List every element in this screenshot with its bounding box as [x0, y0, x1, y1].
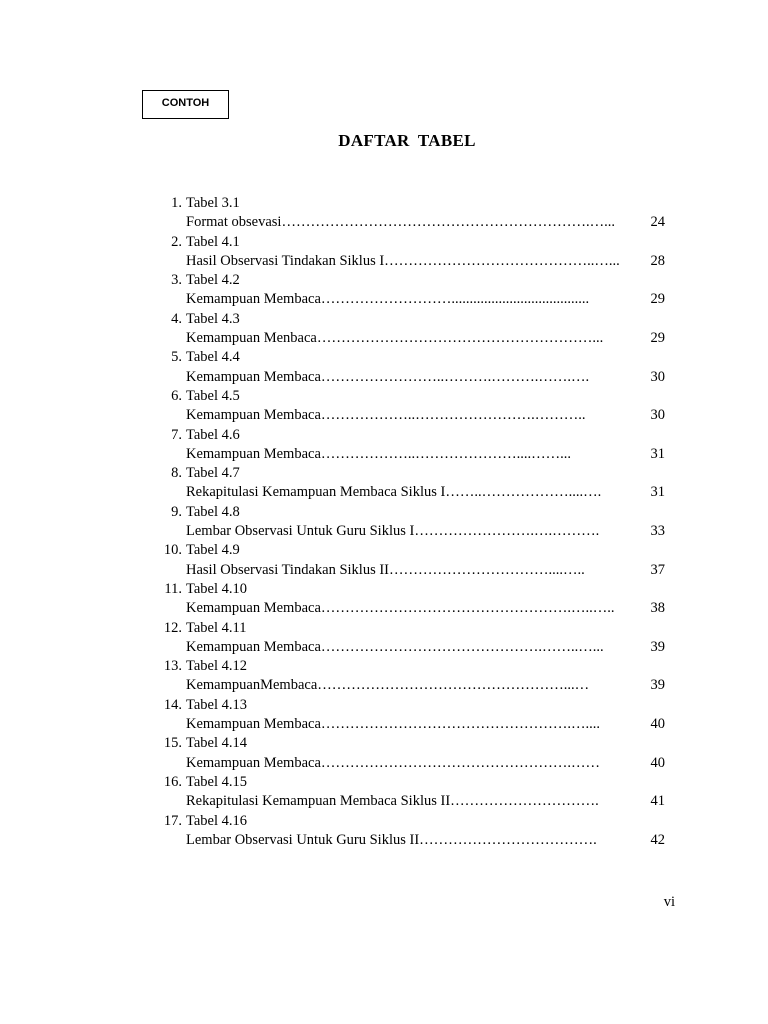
- entry-page-number: 28: [650, 252, 665, 269]
- entry-label: Tabel 4.2: [186, 272, 240, 289]
- entry-description: Rekapitulasi Kemampuan Membaca Siklus I……..………………....….: [186, 484, 602, 501]
- list-item: [160, 348, 680, 387]
- entry-page-number: 31: [650, 445, 665, 462]
- contoh-stamp: CONTOH: [142, 90, 229, 119]
- entry-label: Tabel 4.5: [186, 387, 240, 404]
- entry-page-number: 40: [650, 754, 665, 771]
- entry-number: 17.: [163, 812, 182, 829]
- entry-page-number: 31: [650, 484, 665, 501]
- entry-description: Lembar Observasi Untuk Guru Siklus II……………………………….: [186, 831, 597, 848]
- list-item: [160, 773, 680, 812]
- entry-description: Kemampuan Menbaca…………………………………………………...: [186, 330, 604, 347]
- entry-page-number: 42: [650, 831, 665, 848]
- list-item: [160, 464, 680, 503]
- entry-number: 13.: [163, 658, 182, 675]
- entry-page-number: 40: [650, 716, 665, 733]
- entry-description: Kemampuan Membaca………………..…………………....……...: [186, 445, 572, 462]
- entry-label: Tabel 4.12: [186, 658, 247, 675]
- entry-number: 10.: [163, 542, 182, 559]
- page-number: vi: [663, 894, 675, 910]
- list-item: [160, 271, 680, 310]
- entry-label: Tabel 4.13: [186, 696, 247, 713]
- entry-page-number: 33: [650, 523, 665, 540]
- entry-description: Hasil Observasi Tindakan Siklus I……………………………………..…...: [186, 252, 620, 269]
- list-item: [160, 426, 680, 465]
- list-item: [160, 233, 680, 272]
- entry-description: Kemampuan Membaca…………………………………………….…....: [186, 716, 601, 733]
- entry-page-number: 30: [650, 407, 665, 424]
- entry-label: Tabel 4.10: [186, 580, 247, 597]
- entry-label: Tabel 3.1: [186, 195, 240, 211]
- list-item: [160, 812, 680, 851]
- entry-page-number: 29: [650, 291, 665, 308]
- entry-description: Kemampuan Membaca…………………………………………….…..…..: [186, 600, 615, 617]
- entry-label: Tabel 4.6: [186, 426, 240, 443]
- list-item: [160, 734, 680, 773]
- entry-page-number: 39: [650, 638, 665, 655]
- entry-page-number: 39: [650, 677, 665, 694]
- list-item: [160, 194, 680, 233]
- entry-number: 1.: [171, 195, 182, 211]
- entry-label: Tabel 4.1: [186, 233, 240, 250]
- entry-label: Tabel 4.8: [186, 503, 240, 520]
- entry-label: Tabel 4.16: [186, 812, 247, 829]
- entry-page-number: 24: [650, 214, 665, 231]
- list-item: [160, 387, 680, 426]
- entry-label: Tabel 4.7: [186, 465, 240, 482]
- entry-number: 15.: [163, 735, 182, 752]
- list-item: [160, 619, 680, 658]
- entry-page-number: 41: [650, 793, 665, 810]
- entry-description: Rekapitulasi Kemampuan Membaca Siklus II………………………….: [186, 793, 599, 810]
- entry-page-number: 38: [650, 600, 665, 617]
- list-item: [160, 696, 680, 735]
- entry-number: 8.: [171, 465, 182, 482]
- entry-label: Tabel 4.11: [186, 619, 247, 636]
- entry-description: Lembar Observasi Untuk Guru Siklus I…………………….….……….: [186, 523, 600, 540]
- entry-label: Tabel 4.15: [186, 773, 247, 790]
- entry-number: 14.: [163, 696, 182, 713]
- list-item: [160, 310, 680, 349]
- entry-description: Kemampuan Membaca……………………..……….……….…….….: [186, 368, 590, 385]
- entry-number: 7.: [171, 426, 182, 443]
- entry-page-number: 30: [650, 368, 665, 385]
- entry-number: 5.: [171, 349, 182, 366]
- entry-number: 2.: [171, 233, 182, 250]
- entry-description: KemampuanMembaca……………………………………………...…: [186, 677, 590, 694]
- entry-number: 4.: [171, 310, 182, 327]
- entry-description: Kemampuan Membaca………………………......................................: [186, 291, 590, 308]
- list-item: [160, 503, 680, 542]
- list-item: [160, 580, 680, 619]
- entry-number: 3.: [171, 272, 182, 289]
- entry-label: Tabel 4.3: [186, 310, 240, 327]
- entry-description: Kemampuan Membaca……………………………………….……..…...: [186, 638, 604, 655]
- entry-label: Tabel 4.14: [186, 735, 247, 752]
- entry-number: 11.: [164, 580, 182, 597]
- entry-description: Hasil Observasi Tindakan Siklus II……………………………....…..: [186, 561, 585, 578]
- page-title: DAFTAR TABEL: [338, 131, 476, 150]
- entry-label: Tabel 4.9: [186, 542, 240, 559]
- list-item: [160, 541, 680, 580]
- entry-number: 6.: [171, 387, 182, 404]
- entry-number: 16.: [163, 773, 182, 790]
- list-item: [160, 657, 680, 696]
- entry-number: 9.: [171, 503, 182, 520]
- entry-description: Kemampuan Membaca…………………………………………….……: [186, 754, 601, 771]
- entry-number: 12.: [163, 619, 182, 636]
- entry-page-number: 29: [650, 330, 665, 347]
- entry-description: Format obsevasi……………………………………………………….…...: [186, 214, 615, 231]
- entry-description: Kemampuan Membaca………………..…………………….………..: [186, 407, 586, 424]
- entry-page-number: 37: [650, 561, 665, 578]
- entry-label: Tabel 4.4: [186, 349, 240, 366]
- table-list: [160, 194, 680, 850]
